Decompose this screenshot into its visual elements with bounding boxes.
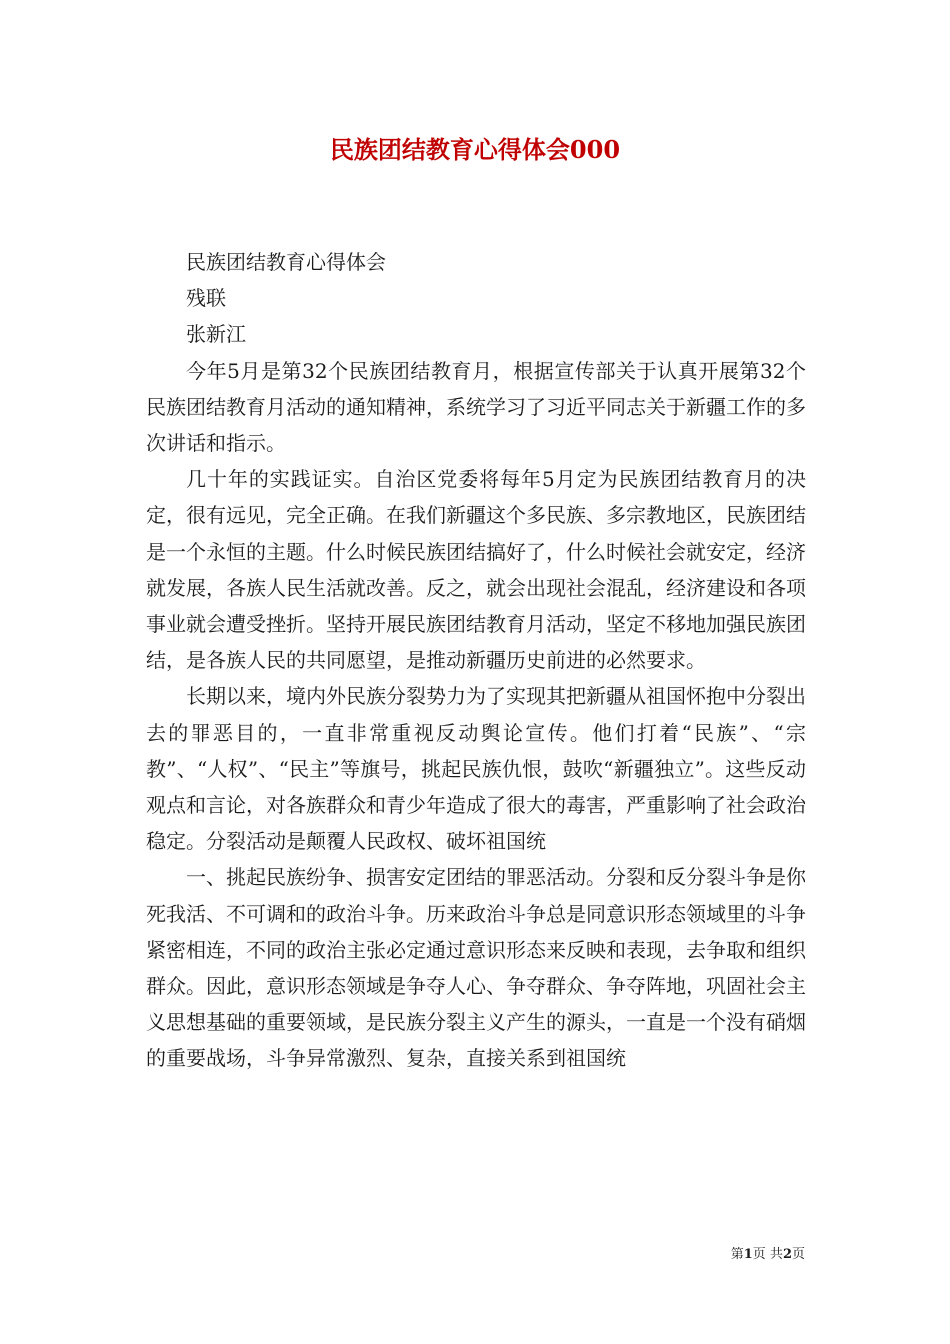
- document-body: [146, 244, 806, 1077]
- footer-middle: 页 共: [752, 1247, 783, 1262]
- document-title: 民族团结教育心得体会000: [329, 135, 621, 164]
- body-paragraph: 长期以来，境内外民族分裂势力为了实现其把新疆从祖国怀抱中分裂出去的罪恶目的，一直非常重视反动舆论宣传。他们打着“民族”、“宗教”、“人权”、“民主”等旗号，挑起民族仇恨，鼓吹“新疆独立”。这些反动观点和言论，对各族群众和青少年造成了很大的毒害，严重影响了社会政治稳定。分裂活动是颠覆人民政权、破坏祖国统: [146, 684, 806, 854]
- total-page-number: 2: [782, 1247, 792, 1262]
- current-page-number: 1: [743, 1247, 753, 1262]
- body-paragraph: 几十年的实践证实。自治区党委将每年5月定为民族团结教育月的决定，很有远见，完全正确。在我们新疆这个多民族、多宗教地区，民族团结是一个永恒的主题。什么时候民族团结搞好了，什么时候社会就安定，经济就发展，各族人民生活就改善。反之，就会出现社会混乱，经济建设和各项事业就会遭受挫折。坚持开展民族团结教育月活动，坚定不移地加强民族团结，是各族人民的共同愿望，是推动新疆历史前进的必然要求。: [146, 467, 806, 673]
- footer-prefix: 第: [730, 1247, 744, 1262]
- organization-line: 残联: [186, 286, 226, 311]
- subtitle-paragraph: 民族团结教育心得体会: [186, 250, 386, 274]
- footer-suffix: 页: [791, 1247, 805, 1262]
- author-line: 张新江: [186, 322, 246, 347]
- page-number-footer: [731, 1246, 805, 1264]
- body-paragraph: 一、挑起民族纷争、损害安定团结的罪恶活动。分裂和反分裂斗争是你死我活、不可调和的政治斗争。历来政治斗争总是同意识形态领域里的斗争紧密相连，不同的政治主张必定通过意识形态来反映和表现，去争取和组织群众。因此，意识形态领域是争夺人心、争夺群众、争夺阵地，巩固社会主义思想基础的重要领域，是民族分裂主义产生的源头，一直是一个没有硝烟的重要战场，斗争异常激烈、复杂，直接关系到祖国统: [146, 865, 806, 1071]
- body-paragraph: 今年5月是第32个民族团结教育月，根据宣传部关于认真开展第32个民族团结教育月活动的通知精神，系统学习了习近平同志关于新疆工作的多次讲话和指示。: [146, 358, 806, 456]
